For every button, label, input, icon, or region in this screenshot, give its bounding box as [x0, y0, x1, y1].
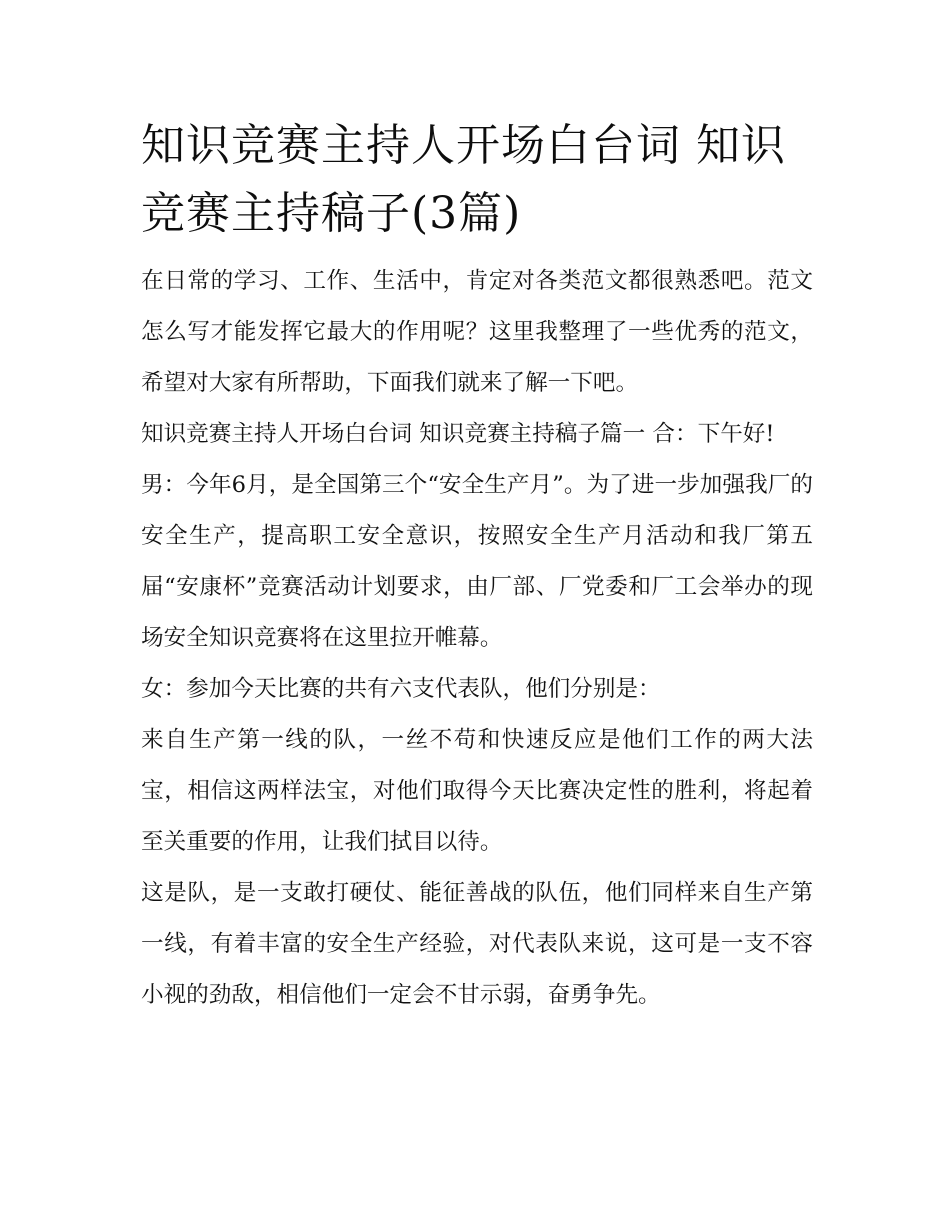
document-page	[141, 112, 813, 1021]
paragraph-male-host: 男：今年6月，是全国第三个“安全生产月”。为了进一步加强我厂的安全生产，提高职工安全意识，按照安全生产月活动和我厂第五届“安康杯”竞赛活动计划要求，由厂部、厂党委和厂工会举办的现场安全知识竞赛将在这里拉开帷幕。	[141, 472, 813, 651]
paragraph-team-one: 来自生产第一线的队，一丝不苟和快速反应是他们工作的两大法宝，相信这两样法宝，对他们取得今天比赛决定性的胜利，将起着至关重要的作用，让我们拭目以待。	[141, 727, 813, 855]
paragraph-female-host: 女：参加今天比赛的共有六支代表队，他们分别是：	[141, 676, 661, 702]
paragraph-section-heading: 知识竞赛主持人开场白台词 知识竞赛主持稿子篇一 合：下午好!	[141, 421, 775, 447]
paragraph-intro: 在日常的学习、工作、生活中，肯定对各类范文都很熟悉吧。范文怎么写才能发挥它最大的作用呢？这里我整理了一些优秀的范文，希望对大家有所帮助，下面我们就来了解一下吧。	[141, 268, 813, 396]
paragraph-team-two: 这是队，是一支敢打硬仗、能征善战的队伍，他们同样来自生产第一线，有着丰富的安全生产经验，对代表队来说，这可是一支不容小视的劲敌，相信他们一定会不甘示弱，奋勇争先。	[141, 880, 813, 1008]
document-title: 知识竞赛主持人开场白台词 知识竞赛主持稿子(3篇)	[141, 120, 786, 239]
